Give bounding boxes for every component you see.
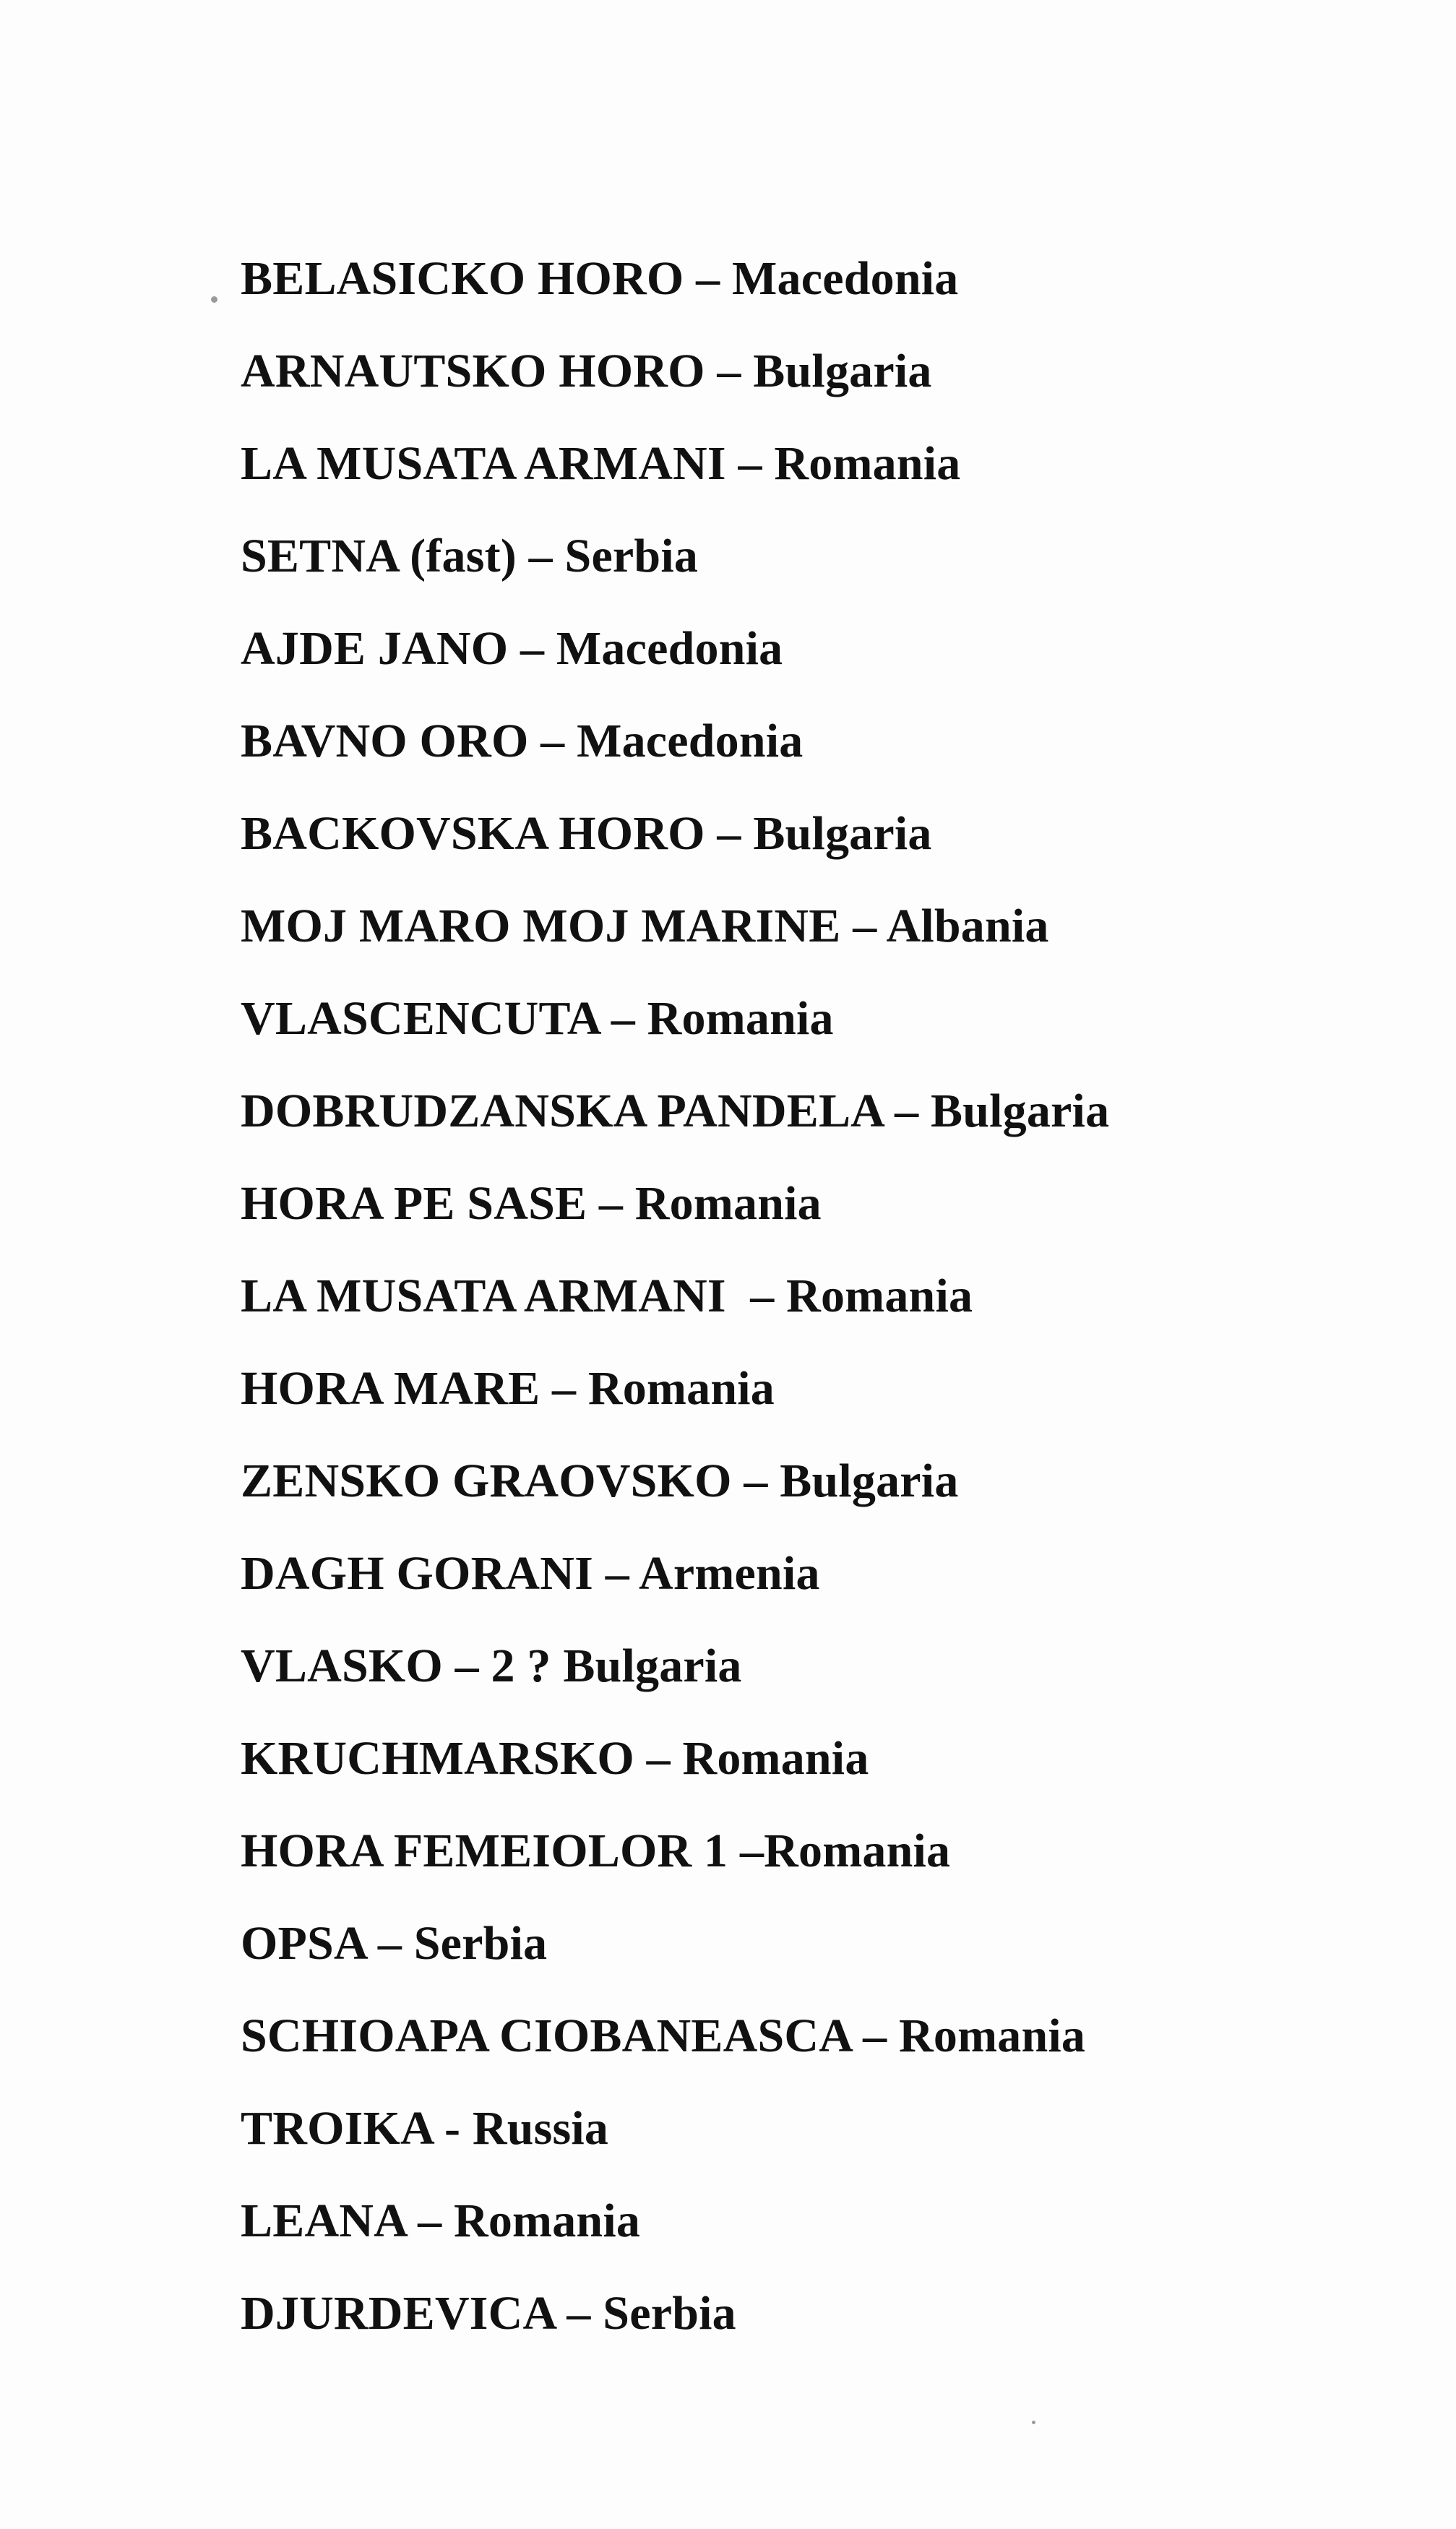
dance-line: HORA FEMEIOLOR 1 –Romania — [241, 1824, 951, 1877]
dance-line: KRUCHMARSKO – Romania — [241, 1732, 869, 1785]
dance-line: HORA PE SASE – Romania — [241, 1177, 822, 1230]
dance-line: BACKOVSKA HORO – Bulgaria — [241, 807, 932, 860]
dance-line: ARNAUTSKO HORO – Bulgaria — [241, 345, 932, 397]
dance-line: BAVNO ORO – Macedonia — [241, 715, 804, 767]
dance-line: LA MUSATA ARMANI – Romania — [241, 437, 961, 490]
dance-line: DJURDEVICA – Serbia — [241, 2287, 736, 2340]
dance-line: LA MUSATA ARMANI – Romania — [241, 1270, 973, 1322]
dance-line: OPSA – Serbia — [241, 1917, 548, 1970]
dance-line: SCHIOAPA CIOBANEASCA – Romania — [241, 2009, 1086, 2062]
dance-line: TROIKA - Russia — [241, 2102, 609, 2155]
dance-line: DAGH GORANI – Armenia — [241, 1547, 820, 1600]
scan-speck — [1032, 2421, 1035, 2424]
dance-line: SETNA (fast) – Serbia — [241, 530, 699, 582]
dance-line: LEANA – Romania — [241, 2194, 641, 2247]
dance-line: ZENSKO GRAOVSKO – Bulgaria — [241, 1455, 959, 1507]
dance-line: AJDE JANO – Macedonia — [241, 622, 783, 675]
dance-line: VLASKO – 2 ? Bulgaria — [241, 1640, 742, 1692]
dance-line: VLASCENCUTA – Romania — [241, 992, 834, 1045]
dance-line: BELASICKO HORO – Macedonia — [241, 252, 959, 305]
dance-line: DOBRUDZANSKA PANDELA – Bulgaria — [241, 1085, 1110, 1137]
dance-line: MOJ MARO MOJ MARINE – Albania — [241, 900, 1049, 952]
dance-list — [241, 233, 1433, 2360]
scan-speck — [211, 296, 217, 303]
dance-line: HORA MARE – Romania — [241, 1362, 775, 1415]
